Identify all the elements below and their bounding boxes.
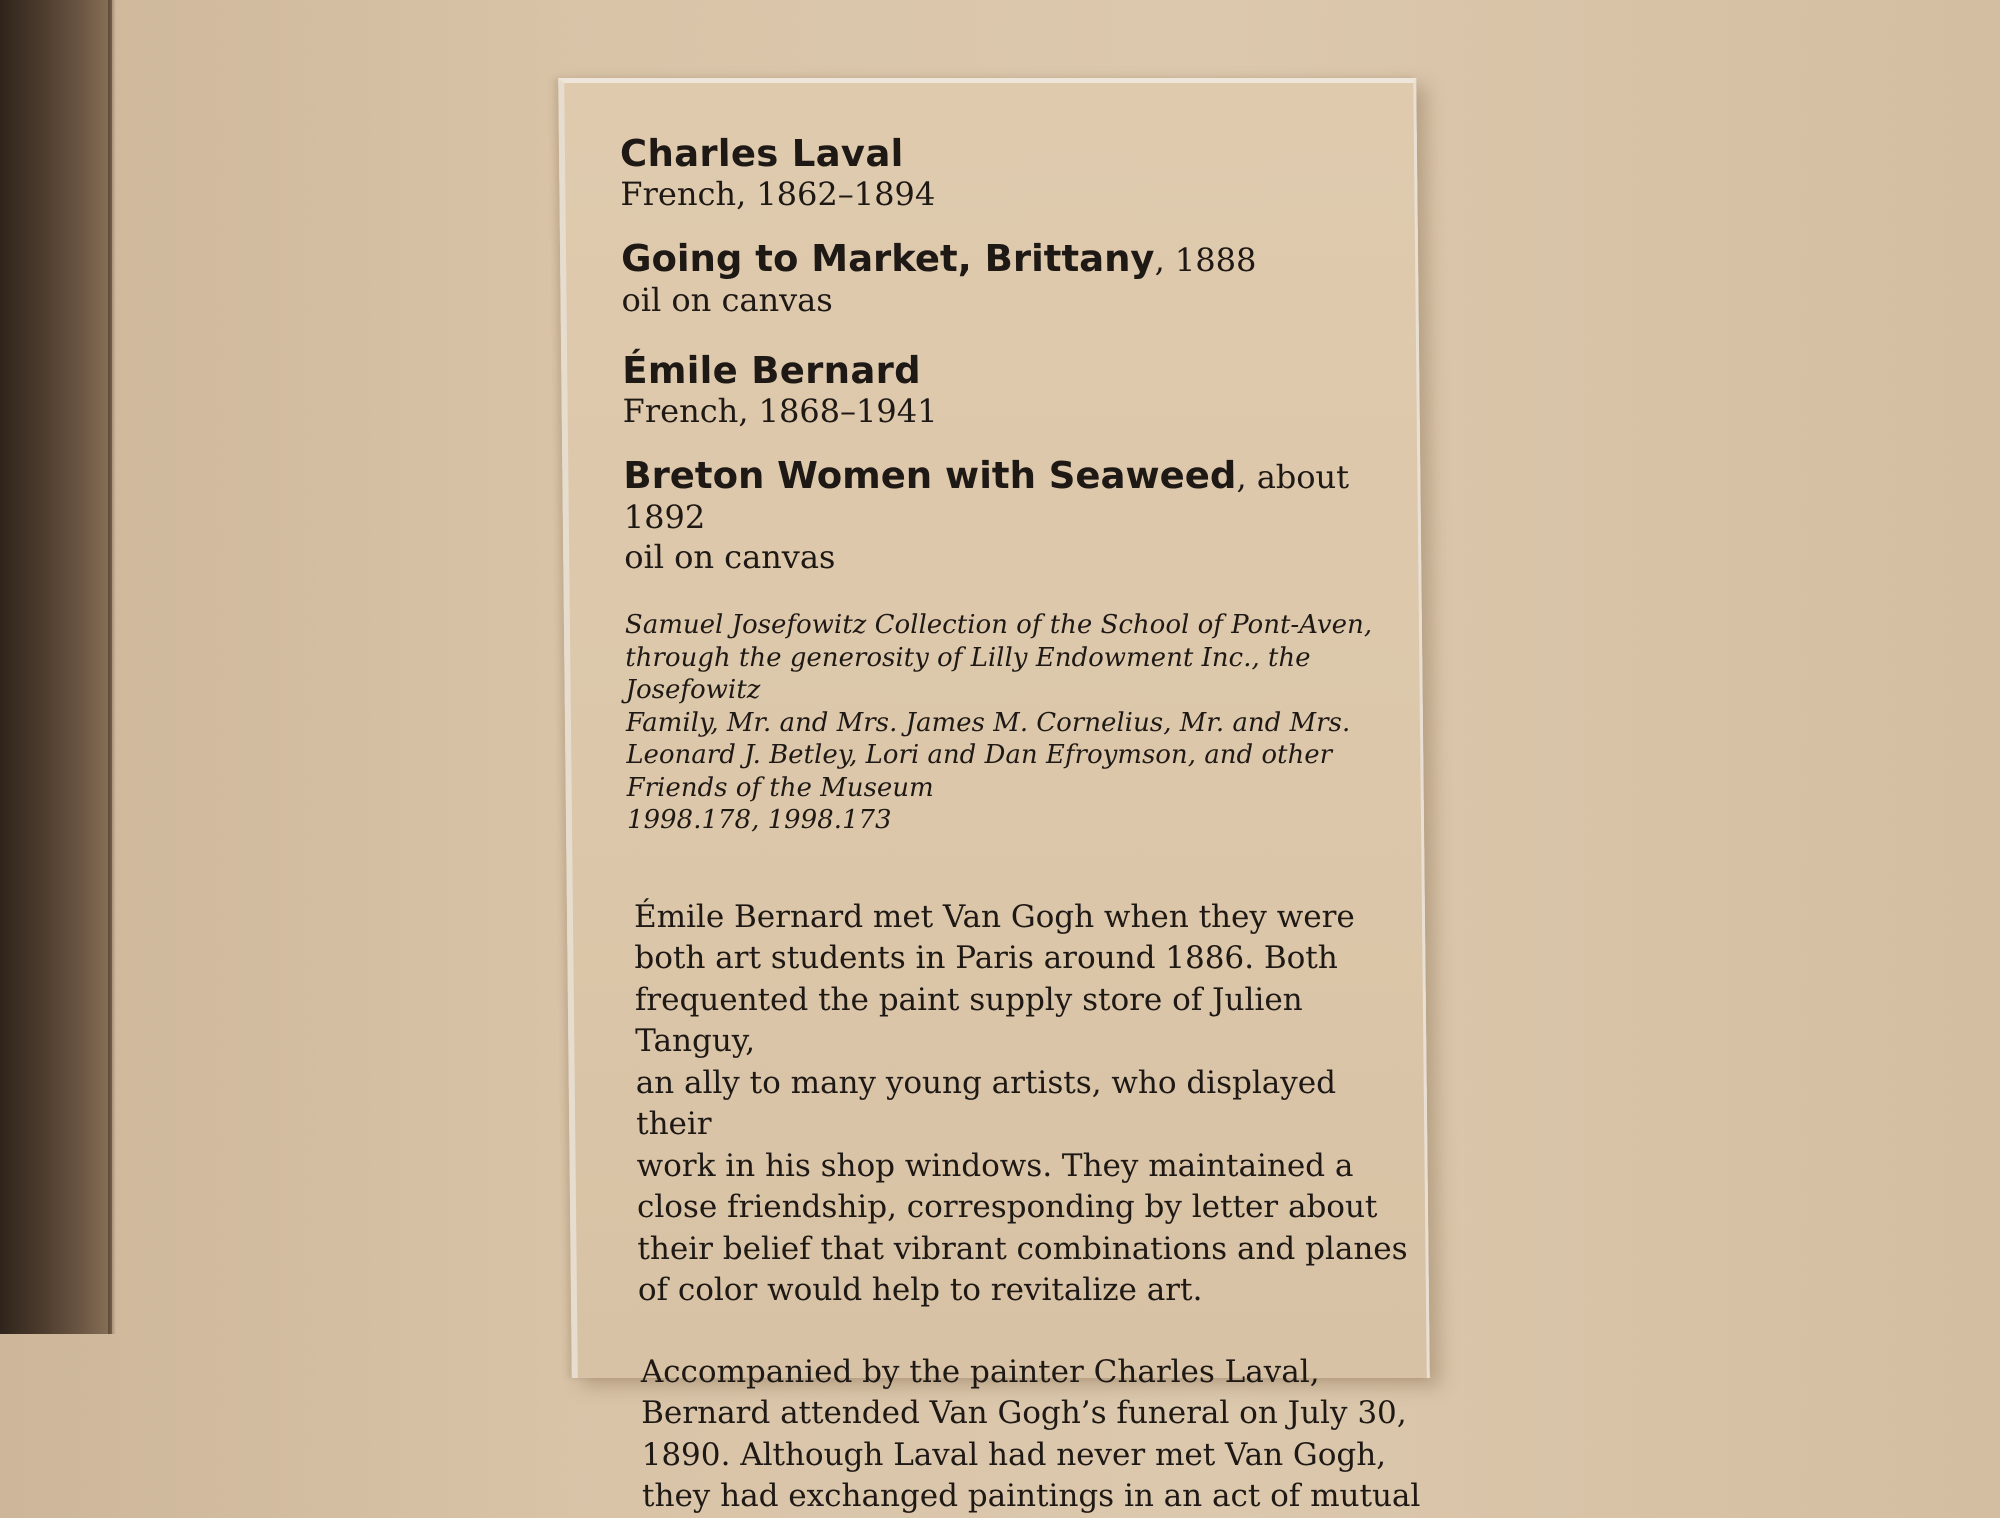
artist-name: Charles Laval (619, 132, 904, 175)
artwork-medium: oil on canvas (621, 281, 833, 319)
artwork-title: Breton Women with Seaweed (623, 454, 1237, 497)
artwork-title: Going to Market, Brittany (620, 237, 1155, 280)
artist-nationality: French, 1868–1941 (622, 392, 938, 430)
credit-line: Samuel Josefowitz Collection of the School of Pont-Aven, through the generosity of Lilly Endowment Inc., the Josefowitz Family, Mr. and Mrs. James M. Cornelius, Mr. and Mrs. Leonard J. Betley, Lori and Dan Efroymson, and other Friends of the Museum 1998.178, 1998.173 (624, 610, 1373, 835)
essay-paragraph: Accompanied by the painter Charles Laval, Bernard attended Van Gogh’s funeral on July 30, 1890. Although Laval had never met Van Gogh, they had exchanged paintings in an act of mutual (640, 1353, 1421, 1514)
artwork-date: , 1888 (1154, 241, 1257, 279)
label-content (620, 133, 1424, 1518)
museum-label-panel (558, 78, 1430, 1514)
essay-paragraph: Émile Bernard met Van Gogh when they were both art students in Paris around 1886. Both frequented the paint supply store of Julien Tanguy, an ally to many young artists, who displayed their work in his shop windows. They maintained a close friendship, corresponding by letter about their belief that vibrant combinations and planes of color would help to revitalize art. (633, 898, 1408, 1308)
artwork-line (621, 239, 1411, 280)
wall-edge (0, 0, 112, 1334)
artist-nationality: French, 1862–1894 (620, 175, 936, 213)
artwork-line (623, 456, 1414, 537)
artist-name: Émile Bernard (622, 349, 922, 392)
artwork-date: , about 1892 (623, 458, 1350, 536)
artwork-medium: oil on canvas (624, 538, 836, 576)
